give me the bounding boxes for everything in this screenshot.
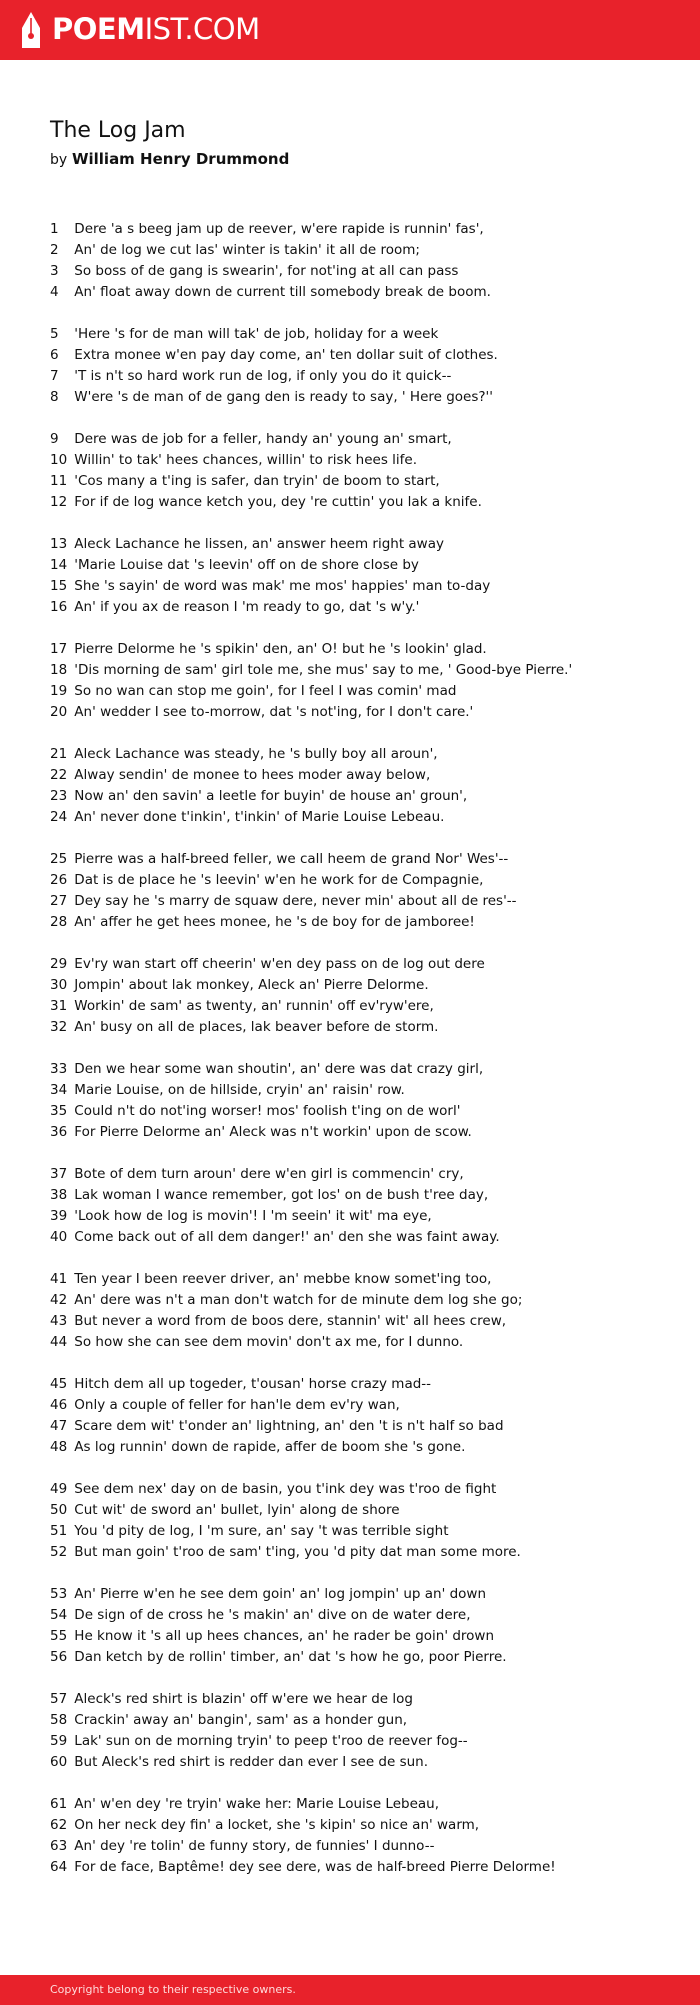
- poem-line: [50, 1290, 580, 1311]
- poem-byline: [50, 148, 289, 171]
- line-number: 52: [50, 1544, 68, 1560]
- line-text: Workin' de sam' as twenty, an' runnin' off ev'ryw'ere,: [74, 998, 434, 1014]
- line-number: 13: [50, 536, 68, 552]
- poem-line: [50, 849, 580, 870]
- poem-title: The Log Jam: [50, 118, 186, 143]
- poem-line: [50, 702, 580, 723]
- stanza: [50, 954, 580, 1038]
- stanza: [50, 1479, 580, 1563]
- line-number: 64: [50, 1859, 68, 1875]
- line-number: 54: [50, 1607, 68, 1623]
- line-number: 26: [50, 872, 68, 888]
- poem-line: [50, 1185, 580, 1206]
- poem-line: [50, 1395, 580, 1416]
- line-number: 3: [50, 263, 59, 279]
- line-number: 60: [50, 1754, 68, 1770]
- line-text: 'Marie Louise dat 's leevin' off on de shore close by: [74, 557, 419, 573]
- line-number: 47: [50, 1418, 68, 1434]
- line-number: 50: [50, 1502, 68, 1518]
- line-number: 7: [50, 368, 59, 384]
- poem-line: [50, 870, 580, 891]
- pen-nib-icon[interactable]: [20, 10, 42, 50]
- poem-line: [50, 1521, 580, 1542]
- stanza: [50, 1059, 580, 1143]
- line-number: 15: [50, 578, 68, 594]
- site-logo-text[interactable]: POEMIST.COM: [52, 12, 260, 46]
- line-text: He know it 's all up hees chances, an' he rader be goin' drown: [74, 1628, 495, 1644]
- line-text: See dem nex' day on de basin, you t'ink dey was t'roo de fight: [74, 1481, 497, 1497]
- line-number: 23: [50, 788, 68, 804]
- poem-line: [50, 1311, 580, 1332]
- line-number: 63: [50, 1838, 68, 1854]
- line-text: 'Here 's for de man will tak' de job, holiday for a week: [74, 326, 439, 342]
- line-text: Lak woman I wance remember, got los' on de bush t'ree day,: [74, 1187, 489, 1203]
- poem-line: [50, 219, 580, 240]
- author-name: William Henry Drummond: [71, 150, 290, 168]
- line-number: 4: [50, 284, 59, 300]
- poem-line: [50, 597, 580, 618]
- line-number: 56: [50, 1649, 68, 1665]
- line-number: 62: [50, 1817, 68, 1833]
- poem-line: [50, 1815, 580, 1836]
- line-text: 'Look how de log is movin'! I 'm seein' it wit' ma eye,: [74, 1208, 432, 1224]
- line-number: 57: [50, 1691, 68, 1707]
- poem-line: [50, 891, 580, 912]
- poem-line: [50, 1542, 580, 1563]
- line-number: 55: [50, 1628, 68, 1644]
- line-number: 48: [50, 1439, 68, 1455]
- line-number: 2: [50, 242, 59, 258]
- poem-line: [50, 1731, 580, 1752]
- line-text: An' if you ax de reason I 'm ready to go, dat 's w'y.': [74, 599, 420, 615]
- line-text: Hitch dem all up togeder, t'ousan' horse crazy mad--: [74, 1376, 432, 1392]
- poem-line: [50, 1710, 580, 1731]
- stanza: [50, 1584, 580, 1668]
- line-text: Come back out of all dem danger!' an' den she was faint away.: [74, 1229, 500, 1245]
- line-text: Crackin' away an' bangin', sam' as a honder gun,: [74, 1712, 408, 1728]
- poem-line: [50, 1794, 580, 1815]
- poem-line: [50, 1752, 580, 1773]
- line-number: 18: [50, 662, 68, 678]
- stanza: [50, 1164, 580, 1248]
- line-number: 17: [50, 641, 68, 657]
- stanza: [50, 534, 580, 618]
- stanza: [50, 219, 580, 303]
- line-number: 9: [50, 431, 59, 447]
- poem-line: [50, 1479, 580, 1500]
- poem-line: [50, 1122, 580, 1143]
- poem-line: [50, 1374, 580, 1395]
- poem-line: [50, 996, 580, 1017]
- stanza: [50, 324, 580, 408]
- line-number: 30: [50, 977, 68, 993]
- line-number: 25: [50, 851, 68, 867]
- line-text: Aleck's red shirt is blazin' off w'ere we hear de log: [74, 1691, 413, 1707]
- line-number: 1: [50, 221, 59, 237]
- line-text: She 's sayin' de word was mak' me mos' happies' man to-day: [74, 578, 491, 594]
- line-number: 12: [50, 494, 68, 510]
- line-text: An' Pierre w'en he see dem goin' an' log jompin' up an' down: [74, 1586, 487, 1602]
- poem-line: [50, 366, 580, 387]
- poem-line: [50, 1500, 580, 1521]
- stanza: [50, 1689, 580, 1773]
- line-number: 53: [50, 1586, 68, 1602]
- line-text: An' never done t'inkin', t'inkin' of Marie Louise Lebeau.: [74, 809, 445, 825]
- line-text: For Pierre Delorme an' Aleck was n't workin' upon de scow.: [74, 1124, 472, 1140]
- stanza: [50, 849, 580, 933]
- line-number: 43: [50, 1313, 68, 1329]
- poem-line: [50, 240, 580, 261]
- stanza: [50, 1794, 580, 1878]
- poem-line: [50, 1416, 580, 1437]
- poem-line: [50, 1269, 580, 1290]
- line-number: 5: [50, 326, 59, 342]
- line-number: 32: [50, 1019, 68, 1035]
- line-number: 31: [50, 998, 68, 1014]
- line-text: Extra monee w'en pay day come, an' ten dollar suit of clothes.: [74, 347, 498, 363]
- line-number: 36: [50, 1124, 68, 1140]
- line-text: Aleck Lachance he lissen, an' answer heem right away: [74, 536, 444, 552]
- line-text: An' float away down de current till somebody break de boom.: [74, 284, 491, 300]
- line-number: 41: [50, 1271, 68, 1287]
- line-number: 46: [50, 1397, 68, 1413]
- poem-line: [50, 954, 580, 975]
- line-text: Jompin' about lak monkey, Aleck an' Pierre Delorme.: [74, 977, 429, 993]
- line-text: But Aleck's red shirt is redder dan ever I see de sun.: [74, 1754, 429, 1770]
- line-text: So how she can see dem movin' don't ax me, for I dunno.: [74, 1334, 464, 1350]
- line-text: But man goin' t'roo de sam' t'ing, you 'd pity dat man some more.: [74, 1544, 521, 1560]
- poem-line: [50, 639, 580, 660]
- line-text: Dan ketch by de rollin' timber, an' dat 's how he go, poor Pierre.: [74, 1649, 507, 1665]
- line-number: 8: [50, 389, 59, 405]
- poem-line: [50, 1206, 580, 1227]
- poem-line: [50, 1227, 580, 1248]
- line-text: Scare dem wit' t'onder an' lightning, an' den 't is n't half so bad: [74, 1418, 504, 1434]
- line-text: Cut wit' de sword an' bullet, lyin' along de shore: [74, 1502, 400, 1518]
- line-number: 28: [50, 914, 68, 930]
- line-number: 51: [50, 1523, 68, 1539]
- poem-line: [50, 1689, 580, 1710]
- line-text: On her neck dey fin' a locket, she 's kipin' so nice an' warm,: [74, 1817, 480, 1833]
- line-number: 6: [50, 347, 59, 363]
- line-text: Alway sendin' de monee to hees moder away below,: [74, 767, 431, 783]
- poem-line: [50, 534, 580, 555]
- line-number: 14: [50, 557, 68, 573]
- poem-line: [50, 429, 580, 450]
- line-text: Pierre was a half-breed feller, we call heem de grand Nor' Wes'--: [74, 851, 509, 867]
- poem-line: [50, 450, 580, 471]
- line-text: Dere was de job for a feller, handy an' young an' smart,: [74, 431, 452, 447]
- poem-line: [50, 1101, 580, 1122]
- stanza: [50, 1269, 580, 1353]
- line-text: Only a couple of feller for han'le dem ev'ry wan,: [74, 1397, 400, 1413]
- stanza: [50, 744, 580, 828]
- line-number: 59: [50, 1733, 68, 1749]
- poem-line: [50, 282, 580, 303]
- line-number: 38: [50, 1187, 68, 1203]
- poem-line: [50, 387, 580, 408]
- line-text: Ev'ry wan start off cheerin' w'en dey pass on de log out dere: [74, 956, 485, 972]
- line-number: 45: [50, 1376, 68, 1392]
- poem-body: [50, 219, 580, 1899]
- poem-line: [50, 1584, 580, 1605]
- line-number: 44: [50, 1334, 68, 1350]
- line-text: An' de log we cut las' winter is takin' it all de room;: [74, 242, 420, 258]
- line-text: An' wedder I see to-morrow, dat 's not'ing, for I don't care.': [74, 704, 474, 720]
- poem-line: [50, 471, 580, 492]
- stanza: [50, 429, 580, 513]
- line-number: 29: [50, 956, 68, 972]
- line-number: 19: [50, 683, 68, 699]
- line-text: Marie Louise, on de hillside, cryin' an' raisin' row.: [74, 1082, 405, 1098]
- line-text: For de face, Baptême! dey see dere, was de half-breed Pierre Delorme!: [74, 1859, 556, 1875]
- line-number: 58: [50, 1712, 68, 1728]
- poem-line: [50, 1836, 580, 1857]
- line-text: Dey say he 's marry de squaw dere, never min' about all de res'--: [74, 893, 517, 909]
- line-text: 'Cos many a t'ing is safer, dan tryin' de boom to start,: [74, 473, 440, 489]
- poem-line: [50, 555, 580, 576]
- line-number: 40: [50, 1229, 68, 1245]
- poem-line: [50, 1437, 580, 1458]
- line-number: 20: [50, 704, 68, 720]
- poem-line: [50, 492, 580, 513]
- poem-line: [50, 765, 580, 786]
- line-number: 24: [50, 809, 68, 825]
- copyright-notice: Copyright belong to their respective owners.: [50, 1983, 296, 1996]
- line-number: 35: [50, 1103, 68, 1119]
- line-text: Dere 'a s beeg jam up de reever, w'ere rapide is runnin' fas',: [74, 221, 484, 237]
- line-text: 'Dis morning de sam' girl tole me, she mus' say to me, ' Good-bye Pierre.': [74, 662, 573, 678]
- line-text: As log runnin' down de rapide, affer de boom she 's gone.: [74, 1439, 466, 1455]
- by-label: by: [50, 152, 68, 168]
- poem-line: [50, 1626, 580, 1647]
- poem-line: [50, 681, 580, 702]
- line-number: 42: [50, 1292, 68, 1308]
- line-number: 11: [50, 473, 68, 489]
- line-number: 34: [50, 1082, 68, 1098]
- line-text: Bote of dem turn aroun' dere w'en girl is commencin' cry,: [74, 1166, 464, 1182]
- poem-line: [50, 1647, 580, 1668]
- line-text: Dat is de place he 's leevin' w'en he work for de Compagnie,: [74, 872, 484, 888]
- poem-line: [50, 576, 580, 597]
- poem-line: [50, 324, 580, 345]
- poem-line: [50, 345, 580, 366]
- poem-line: [50, 744, 580, 765]
- poem-line: [50, 786, 580, 807]
- site-header: [0, 0, 700, 60]
- poem-line: [50, 1164, 580, 1185]
- line-text: Willin' to tak' hees chances, willin' to risk hees life.: [74, 452, 418, 468]
- line-text: De sign of de cross he 's makin' an' dive on de water dere,: [74, 1607, 471, 1623]
- poem-line: [50, 975, 580, 996]
- stanza: [50, 639, 580, 723]
- poem-line: [50, 1017, 580, 1038]
- poem-line: [50, 261, 580, 282]
- line-text: Den we hear some wan shoutin', an' dere was dat crazy girl,: [74, 1061, 484, 1077]
- line-number: 33: [50, 1061, 68, 1077]
- line-text: An' dere was n't a man don't watch for de minute dem log she go;: [74, 1292, 523, 1308]
- line-number: 61: [50, 1796, 68, 1812]
- line-number: 21: [50, 746, 68, 762]
- line-number: 39: [50, 1208, 68, 1224]
- line-number: 37: [50, 1166, 68, 1182]
- line-text: W'ere 's de man of de gang den is ready to say, ' Here goes?'': [74, 389, 493, 405]
- line-text: For if de log wance ketch you, dey 're cuttin' you lak a knife.: [74, 494, 482, 510]
- line-text: Lak' sun on de morning tryin' to peep t'roo de reever fog--: [74, 1733, 468, 1749]
- line-number: 27: [50, 893, 68, 909]
- line-text: You 'd pity de log, I 'm sure, an' say 't was terrible sight: [74, 1523, 449, 1539]
- poem-line: [50, 912, 580, 933]
- line-number: 22: [50, 767, 68, 783]
- poem-line: [50, 1857, 580, 1878]
- line-text: 'T is n't so hard work run de log, if only you do it quick--: [74, 368, 452, 384]
- poem-line: [50, 1059, 580, 1080]
- line-text: Now an' den savin' a leetle for buyin' de house an' groun',: [74, 788, 468, 804]
- line-number: 16: [50, 599, 68, 615]
- poem-line: [50, 1080, 580, 1101]
- line-text: So boss of de gang is swearin', for not'ing at all can pass: [74, 263, 459, 279]
- line-text: So no wan can stop me goin', for I feel I was comin' mad: [74, 683, 457, 699]
- line-text: But never a word from de boos dere, stannin' wit' all hees crew,: [74, 1313, 507, 1329]
- poem-line: [50, 807, 580, 828]
- line-text: Ten year I been reever driver, an' mebbe know somet'ing too,: [74, 1271, 492, 1287]
- poem-line: [50, 660, 580, 681]
- line-text: Aleck Lachance was steady, he 's bully boy all aroun',: [74, 746, 438, 762]
- line-text: Pierre Delorme he 's spikin' den, an' O! but he 's lookin' glad.: [74, 641, 487, 657]
- line-text: An' busy on all de places, lak beaver before de storm.: [74, 1019, 439, 1035]
- poem-line: [50, 1605, 580, 1626]
- line-number: 10: [50, 452, 68, 468]
- poem-line: [50, 1332, 580, 1353]
- site-footer: [0, 1975, 700, 2005]
- line-text: An' w'en dey 're tryin' wake her: Marie Louise Lebeau,: [74, 1796, 440, 1812]
- line-text: Could n't do not'ing worser! mos' foolish t'ing on de worl': [74, 1103, 461, 1119]
- line-text: An' affer he get hees monee, he 's de boy for de jamboree!: [74, 914, 475, 930]
- line-text: An' dey 're tolin' de funny story, de funnies' I dunno--: [74, 1838, 435, 1854]
- line-number: 49: [50, 1481, 68, 1497]
- stanza: [50, 1374, 580, 1458]
